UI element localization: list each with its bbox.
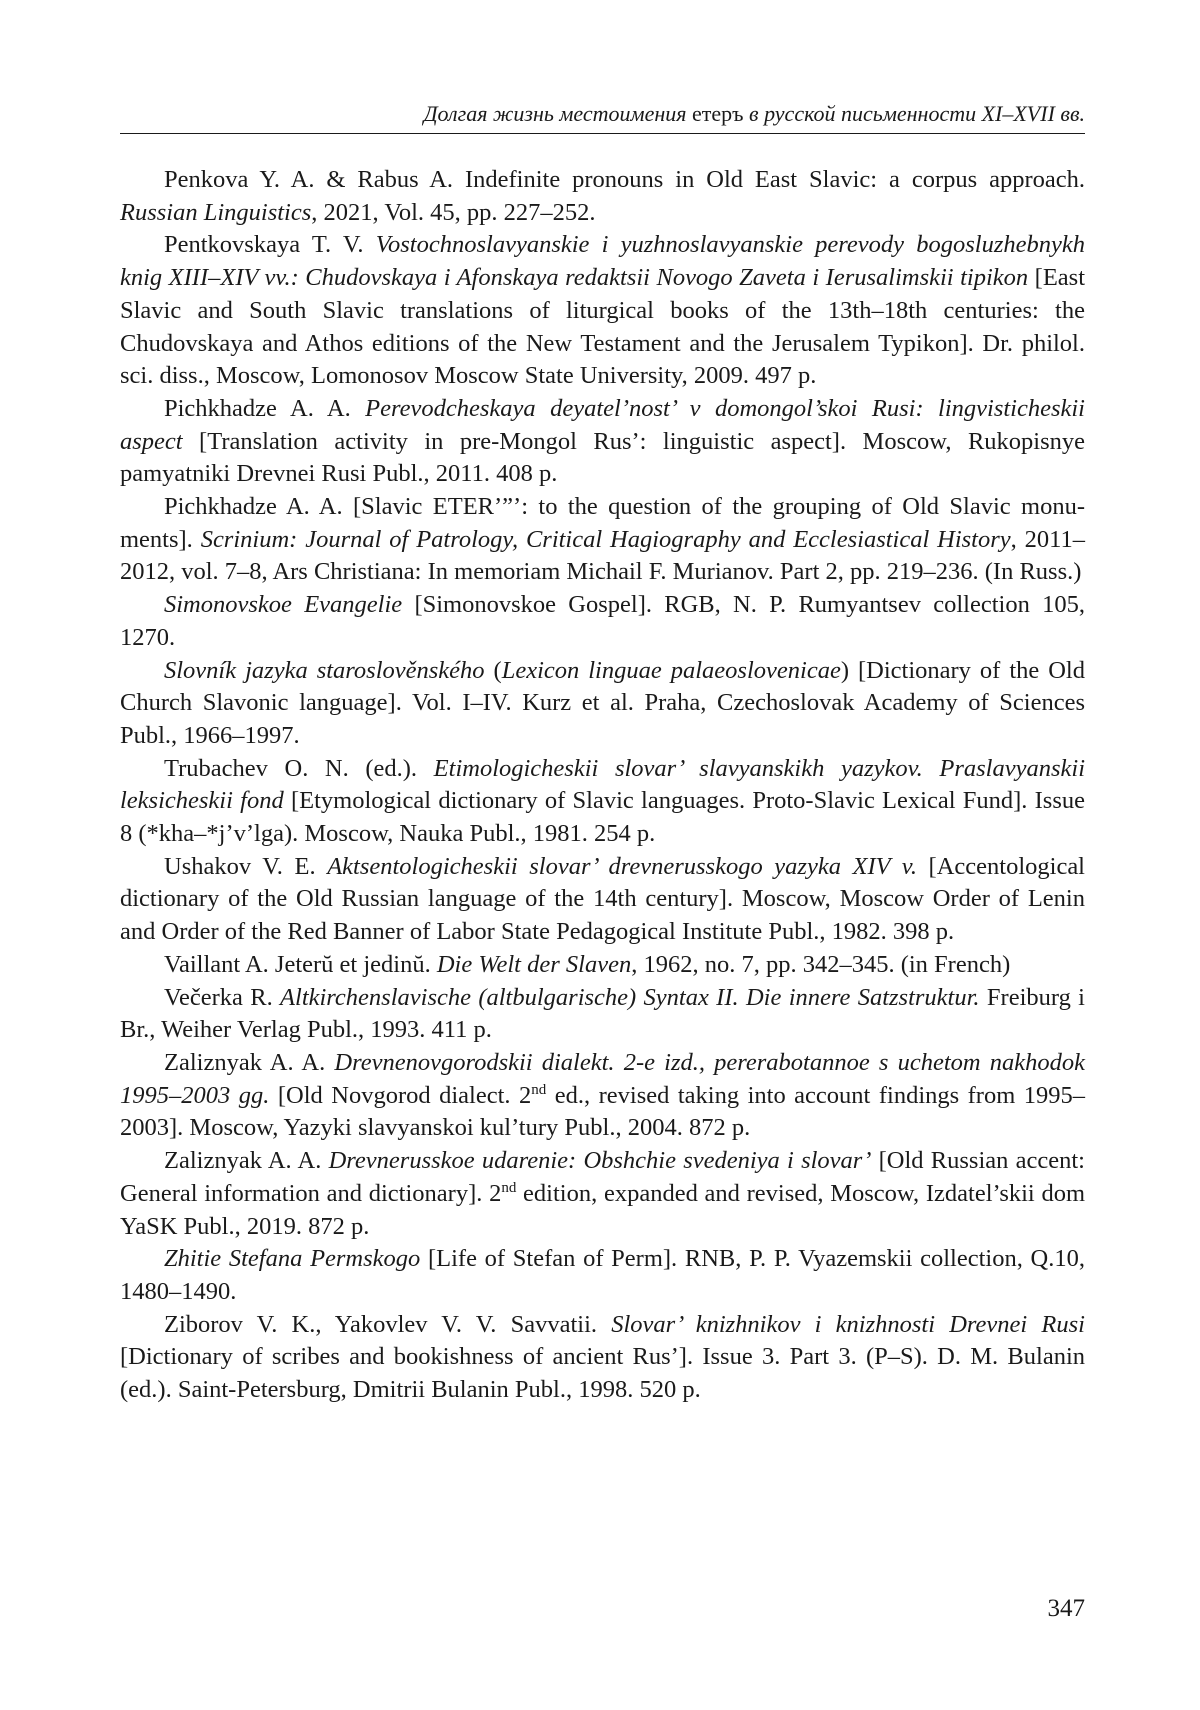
reference-text: Ziborov V. K., Yakovlev V. V. Savvatii.	[164, 1310, 612, 1338]
reference-title: Altkirchenslavische (altbulgarische) Syntax II. Die innere Satzstruktur.	[280, 983, 980, 1011]
header-rule	[120, 133, 1085, 134]
reference-text: , 2011–2012, vol. 7–8, Ars Christiana: In memoriam Michail F. Murianov. Part 2, pp. 219–236. (In Russ.)	[120, 525, 1085, 586]
reference-entry	[120, 753, 1085, 851]
reference-text: [Simonovskoe Gospel]. RGB, N. P. Rumyantsev collection 105, 1270.	[120, 591, 1086, 651]
reference-entry	[120, 1243, 1085, 1308]
reference-entry	[120, 851, 1085, 949]
reference-title: Perevodcheskaya deyatel’nost’ v domongol’skoi Rusi: lingvisticheskii aspect	[120, 394, 1085, 455]
reference-entry	[120, 393, 1085, 491]
reference-title: Drevnerusskoe udarenie: Obshchie svedeniya i slovar’	[328, 1147, 872, 1175]
reference-entry	[120, 164, 1085, 229]
reference-text: [Old Novgorod dialect. 2	[269, 1081, 532, 1109]
reference-title: Zhitie Stefana Permskogo	[164, 1245, 421, 1273]
reference-text: , 2021, Vol. 45, pp. 227–252.	[311, 198, 596, 226]
reference-text: Trubachev O. N. (ed.).	[164, 754, 434, 782]
reference-text: [Life of Stefan of Perm]. RNB, P. P. Vyazemskii collection, Q.10, 1480–1490.	[120, 1245, 1085, 1305]
reference-text: (	[484, 656, 502, 684]
reference-text: Zaliznyak A. A.	[164, 1048, 335, 1076]
reference-text: Zaliznyak A. A.	[164, 1147, 329, 1175]
reference-text: [Old Russian accent: General information and dictionary]. 2	[120, 1147, 1085, 1207]
reference-title: Slovar’ knizhnikov i knizhnosti Drevnei Rusi	[611, 1310, 1085, 1338]
reference-entry	[120, 229, 1085, 393]
reference-entry	[120, 655, 1085, 753]
reference-text: edition, expanded and revised, Moscow, Izdatel’skii dom YaSK Publ., 2019. 872 p.	[120, 1179, 1085, 1240]
reference-text: Pichkhadze A. A.	[164, 394, 366, 422]
reference-text: Večerka R.	[164, 983, 281, 1011]
reference-list	[120, 164, 1085, 1407]
reference-text: [East Slavic and South Slavic translations of liturgical books of the 13th–18th centuries: the Chudovskaya and Athos editions of the New Testament and the Jerusalem Typikon]. Dr. philol. sci. diss., Moscow, Lomonosov Moscow State University, 2009. 497 p.	[120, 264, 1085, 390]
reference-title: Drevnenovgorodskii dialekt. 2-e izd., pererabotannoe s uchetom nakhodok 1995–2003 gg.	[120, 1048, 1085, 1109]
reference-title: Etimologicheskii slovar’ slavyanskikh yazykov. Praslavyanskii leksicheskii fond	[120, 754, 1086, 815]
running-header-title-word: етеръ	[692, 101, 744, 126]
reference-text: [Accentological dictionary of the Old Russian language of the 14th century]. Moscow, Moscow Order of Lenin and Order of the Red Banner of Labor State Pedagogical Institute Publ., 1982. 398 p.	[120, 852, 1085, 946]
reference-text: Vaillant A. Jeterŭ et jedinŭ.	[164, 950, 437, 978]
reference-title: Simonovskoe Evangelie	[164, 591, 403, 619]
reference-entry	[120, 1047, 1085, 1145]
reference-text: [Translation activity in pre-Mongol Rus’: linguistic aspect]. Moscow, Rukopisnye pamyatniki Drevnei Rusi Publ., 2011. 408 p.	[120, 427, 1085, 488]
reference-title: Aktsentologicheskii slovar’ drevnerusskogo yazyka XIV v.	[327, 852, 917, 880]
running-header-title-part1: Долгая жизнь местоимения	[423, 101, 692, 126]
reference-entry	[120, 949, 1085, 982]
reference-entry	[120, 491, 1085, 589]
reference-entry	[120, 589, 1085, 654]
reference-text: Pentkovskaya T. V.	[164, 231, 376, 259]
running-header-title-part2: в русской письменности XI–XVII вв.	[743, 101, 1085, 126]
reference-title: Russian Linguistics	[120, 198, 312, 226]
reference-text: [Dictionary of scribes and bookishness of ancient Rus’]. Issue 3. Part 3. (P–S). D. M. Bulanin (ed.). Saint-Petersburg, Dmitrii Bulanin Publ., 1998. 520 p.	[120, 1343, 1085, 1404]
reference-text: Ushakov V. E.	[164, 852, 328, 880]
reference-superscript: nd	[531, 1081, 547, 1098]
reference-text: , 1962, no. 7, pp. 342–345. (in French)	[631, 950, 1011, 978]
reference-title: Die Welt der Slaven	[436, 950, 632, 978]
page-number: 347	[1047, 1595, 1085, 1622]
reference-text: Pichkhadze A. A. [Slavic ETER’”’: to the question of the grouping of Old Slavic monuments].	[120, 493, 1085, 553]
reference-title: Vostochnoslavyanskie i yuzhnoslavyanskie perevody bogosluzhebnykh knig XIII–XIV vv.: Chudovskaya i Afonskaya redaktsii Novogo Zaveta i Ierusalimskii tipikon	[120, 231, 1085, 292]
reference-text: ed., revised taking into account findings from 1995–2003]. Moscow, Yazyki slavyanskoi kul’tury Publ., 2004. 872 p.	[120, 1081, 1086, 1142]
reference-title: Scrinium: Journal of Patrology, Critical Hagiography and Ecclesiastical History	[200, 525, 1011, 553]
reference-text: ) [Dictionary of the Old Church Slavonic language]. Vol. I–IV. Kurz et al. Praha, Czechoslovak Academy of Sciences Publ., 1966–1997.	[120, 656, 1085, 749]
reference-title: Lexicon linguae palaeoslovenicae	[501, 656, 841, 684]
reference-entry	[120, 982, 1085, 1047]
reference-text: Freiburg i Br., Weiher Verlag Publ., 1993. 411 p.	[120, 983, 1085, 1044]
running-header	[120, 100, 1085, 128]
reference-superscript: nd	[501, 1179, 517, 1196]
reference-text: Penkova Y. A. & Rabus A. Indefinite pronouns in Old East Slavic: a corpus approach.	[164, 166, 1085, 193]
reference-text: [Etymological dictionary of Slavic languages. Proto-Slavic Lexical Fund]. Issue 8 (*kha–*j’v’lga). Moscow, Nauka Publ., 1981. 254 p.	[120, 787, 1085, 848]
reference-title: Slovník jazyka staroslověnského	[164, 656, 485, 684]
reference-entry	[120, 1145, 1085, 1243]
reference-entry	[120, 1309, 1085, 1407]
